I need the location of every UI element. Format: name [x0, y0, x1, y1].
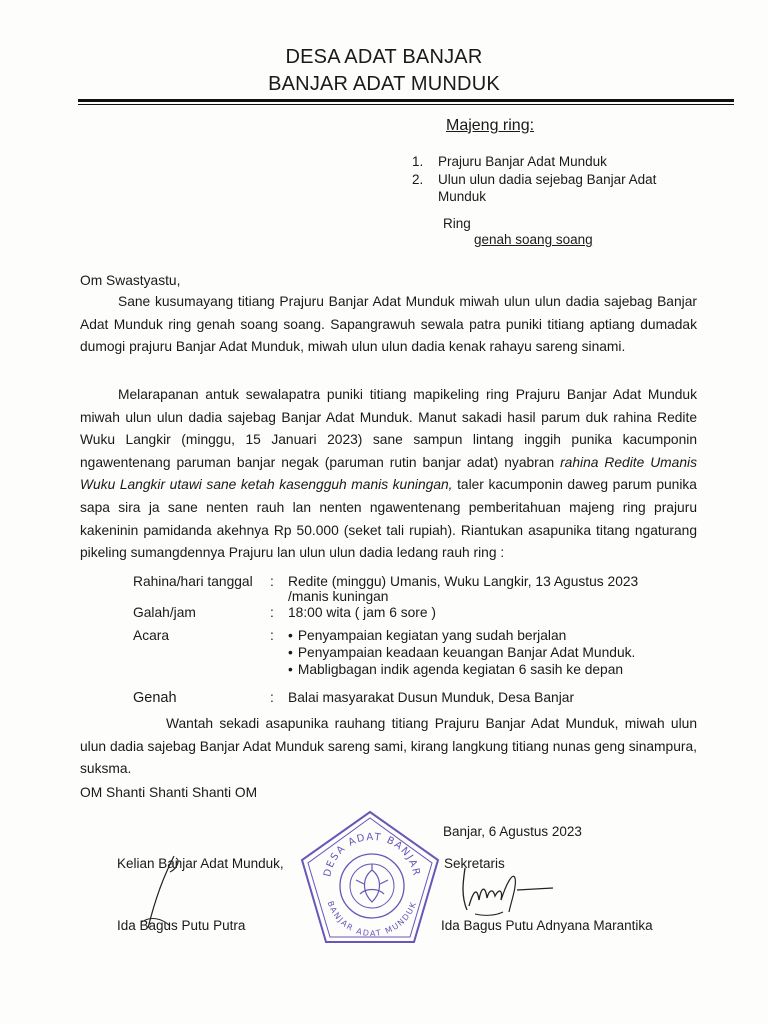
closing-greeting: OM Shanti Shanti Shanti OM [80, 785, 258, 800]
agenda-item-3: • Mabligbagan indik agenda kegiatan 6 sasih ke depan [288, 662, 623, 677]
stamp-text-bottom: BANJAR ADAT MUNDUK [325, 899, 419, 939]
paragraph-2-italic: rahina Redite Umanis Wuku Langkir utawi sane ketah kasengguh manis kuningan, [80, 454, 697, 493]
ring-label: Ring [443, 216, 471, 231]
right-signatory-name: Ida Bagus Putu Adnyana Marantika [441, 918, 653, 933]
recipient-heading: Majeng ring: [446, 117, 535, 134]
recipient-number-1: 1. [412, 154, 424, 169]
secretary-handwritten-signature [455, 862, 565, 918]
paragraph-2 [80, 384, 697, 565]
agenda-colon: : [270, 628, 274, 643]
date-value: Redite (minggu) Umanis, Wuku Langkir, 13 Agustus 2023 [288, 574, 639, 589]
date-colon: : [270, 574, 274, 589]
official-stamp [296, 808, 446, 953]
recipient-number-2: 2. [412, 172, 424, 187]
svg-text:BANJAR ADAT MUNDUK [326, 900, 419, 938]
paragraph-3: Wantah sekadi asapunika rauhang titiang Prajuru Banjar Adat Munduk, miwah ulun ulun dadia sajebag Banjar Adat Munduk sareng sami, kirang langkung titiang nunas geng sinampura, suksma. [80, 716, 697, 777]
time-colon: : [270, 605, 274, 620]
place-colon: : [270, 690, 274, 705]
letterhead-line-1: DESA ADAT BANJAR [285, 46, 483, 68]
greeting: Om Swastyastu, [80, 273, 181, 288]
recipient-item-2-continued: Munduk [438, 189, 487, 204]
place-value: Balai masyarakat Dusun Munduk, Desa Banjar [288, 690, 575, 705]
letterhead-rule-thick [78, 99, 734, 102]
recipient-item-2: Ulun ulun dadia sejebag Banjar Adat [438, 172, 657, 187]
agenda-label: Acara [133, 628, 170, 643]
recipient-item-1: Prajuru Banjar Adat Munduk [438, 154, 607, 169]
left-signature-flourish [140, 852, 200, 932]
time-value: 18:00 wita ( jam 6 sore ) [288, 605, 436, 620]
date-label: Rahina/hari tanggal [133, 574, 253, 589]
paragraph-2-part-a: Melarapanan antuk sewalapatra puniki titiang mapikeling ring Prajuru Banjar Adat Munduk miwah ulun ulun dadia sajebag Banjar Adat Munduk. Manut sakadi hasil parum duk rahina Redite Wuku Langkir (minggu, 15 Januari 2023) sane sampun lintang inggih punika kacumponin ngawentenang paruman banjar negak (paruman rutin banjar adat) nyabran [80, 387, 697, 470]
paragraph-1: Sane kusumayang titiang Prajuru Banjar Adat Munduk miwah ulun ulun dadia sajebag Banjar Adat Munduk ring genah soang soang. Sapangrawuh sewala patra puniki titiang aptiang dumadak dumogi prajuru Banjar Adat Munduk, miwah ulun ulun dadia kenak rahayu sareng sinami. [80, 294, 697, 355]
paragraph-2-part-b: taler kacumponin daweg parum punika sapa sira ja sane nenten rauh lan nenten ngawentenang pemberitahuan majeng ring prajuru kakeninin pamidanda akehnya Rp 50.000 (seket tali rupiah). Riantukan asapunika titang ngaturang pikeling sumangdennya Prajuru lan ulun ulun dadia ledang rauh ring : [80, 477, 697, 561]
place-label: Genah [133, 690, 177, 706]
agenda-item-1: • Penyampaian kegiatan yang sudah berjalan [288, 628, 566, 643]
stamp-text-top: DESA ADAT BANJAR [322, 831, 422, 878]
place-date: Banjar, 6 Agustus 2023 [443, 824, 582, 839]
time-label: Galah/jam [133, 605, 196, 620]
date-value-continued: /manis kuningan [288, 589, 389, 604]
recipient-location: genah soang soang [474, 232, 593, 247]
right-signatory-title: Sekretaris [444, 856, 505, 871]
left-signatory-name: Ida Bagus Putu Putra [117, 918, 246, 933]
agenda-item-2: • Penyampaian keadaan keuangan Banjar Adat Munduk. [288, 645, 635, 660]
letterhead-line-2: BANJAR ADAT MUNDUK [268, 73, 500, 95]
letterhead-rule-thin [78, 104, 734, 105]
left-signatory-title: Kelian Banjar Adat Munduk, [117, 856, 284, 871]
